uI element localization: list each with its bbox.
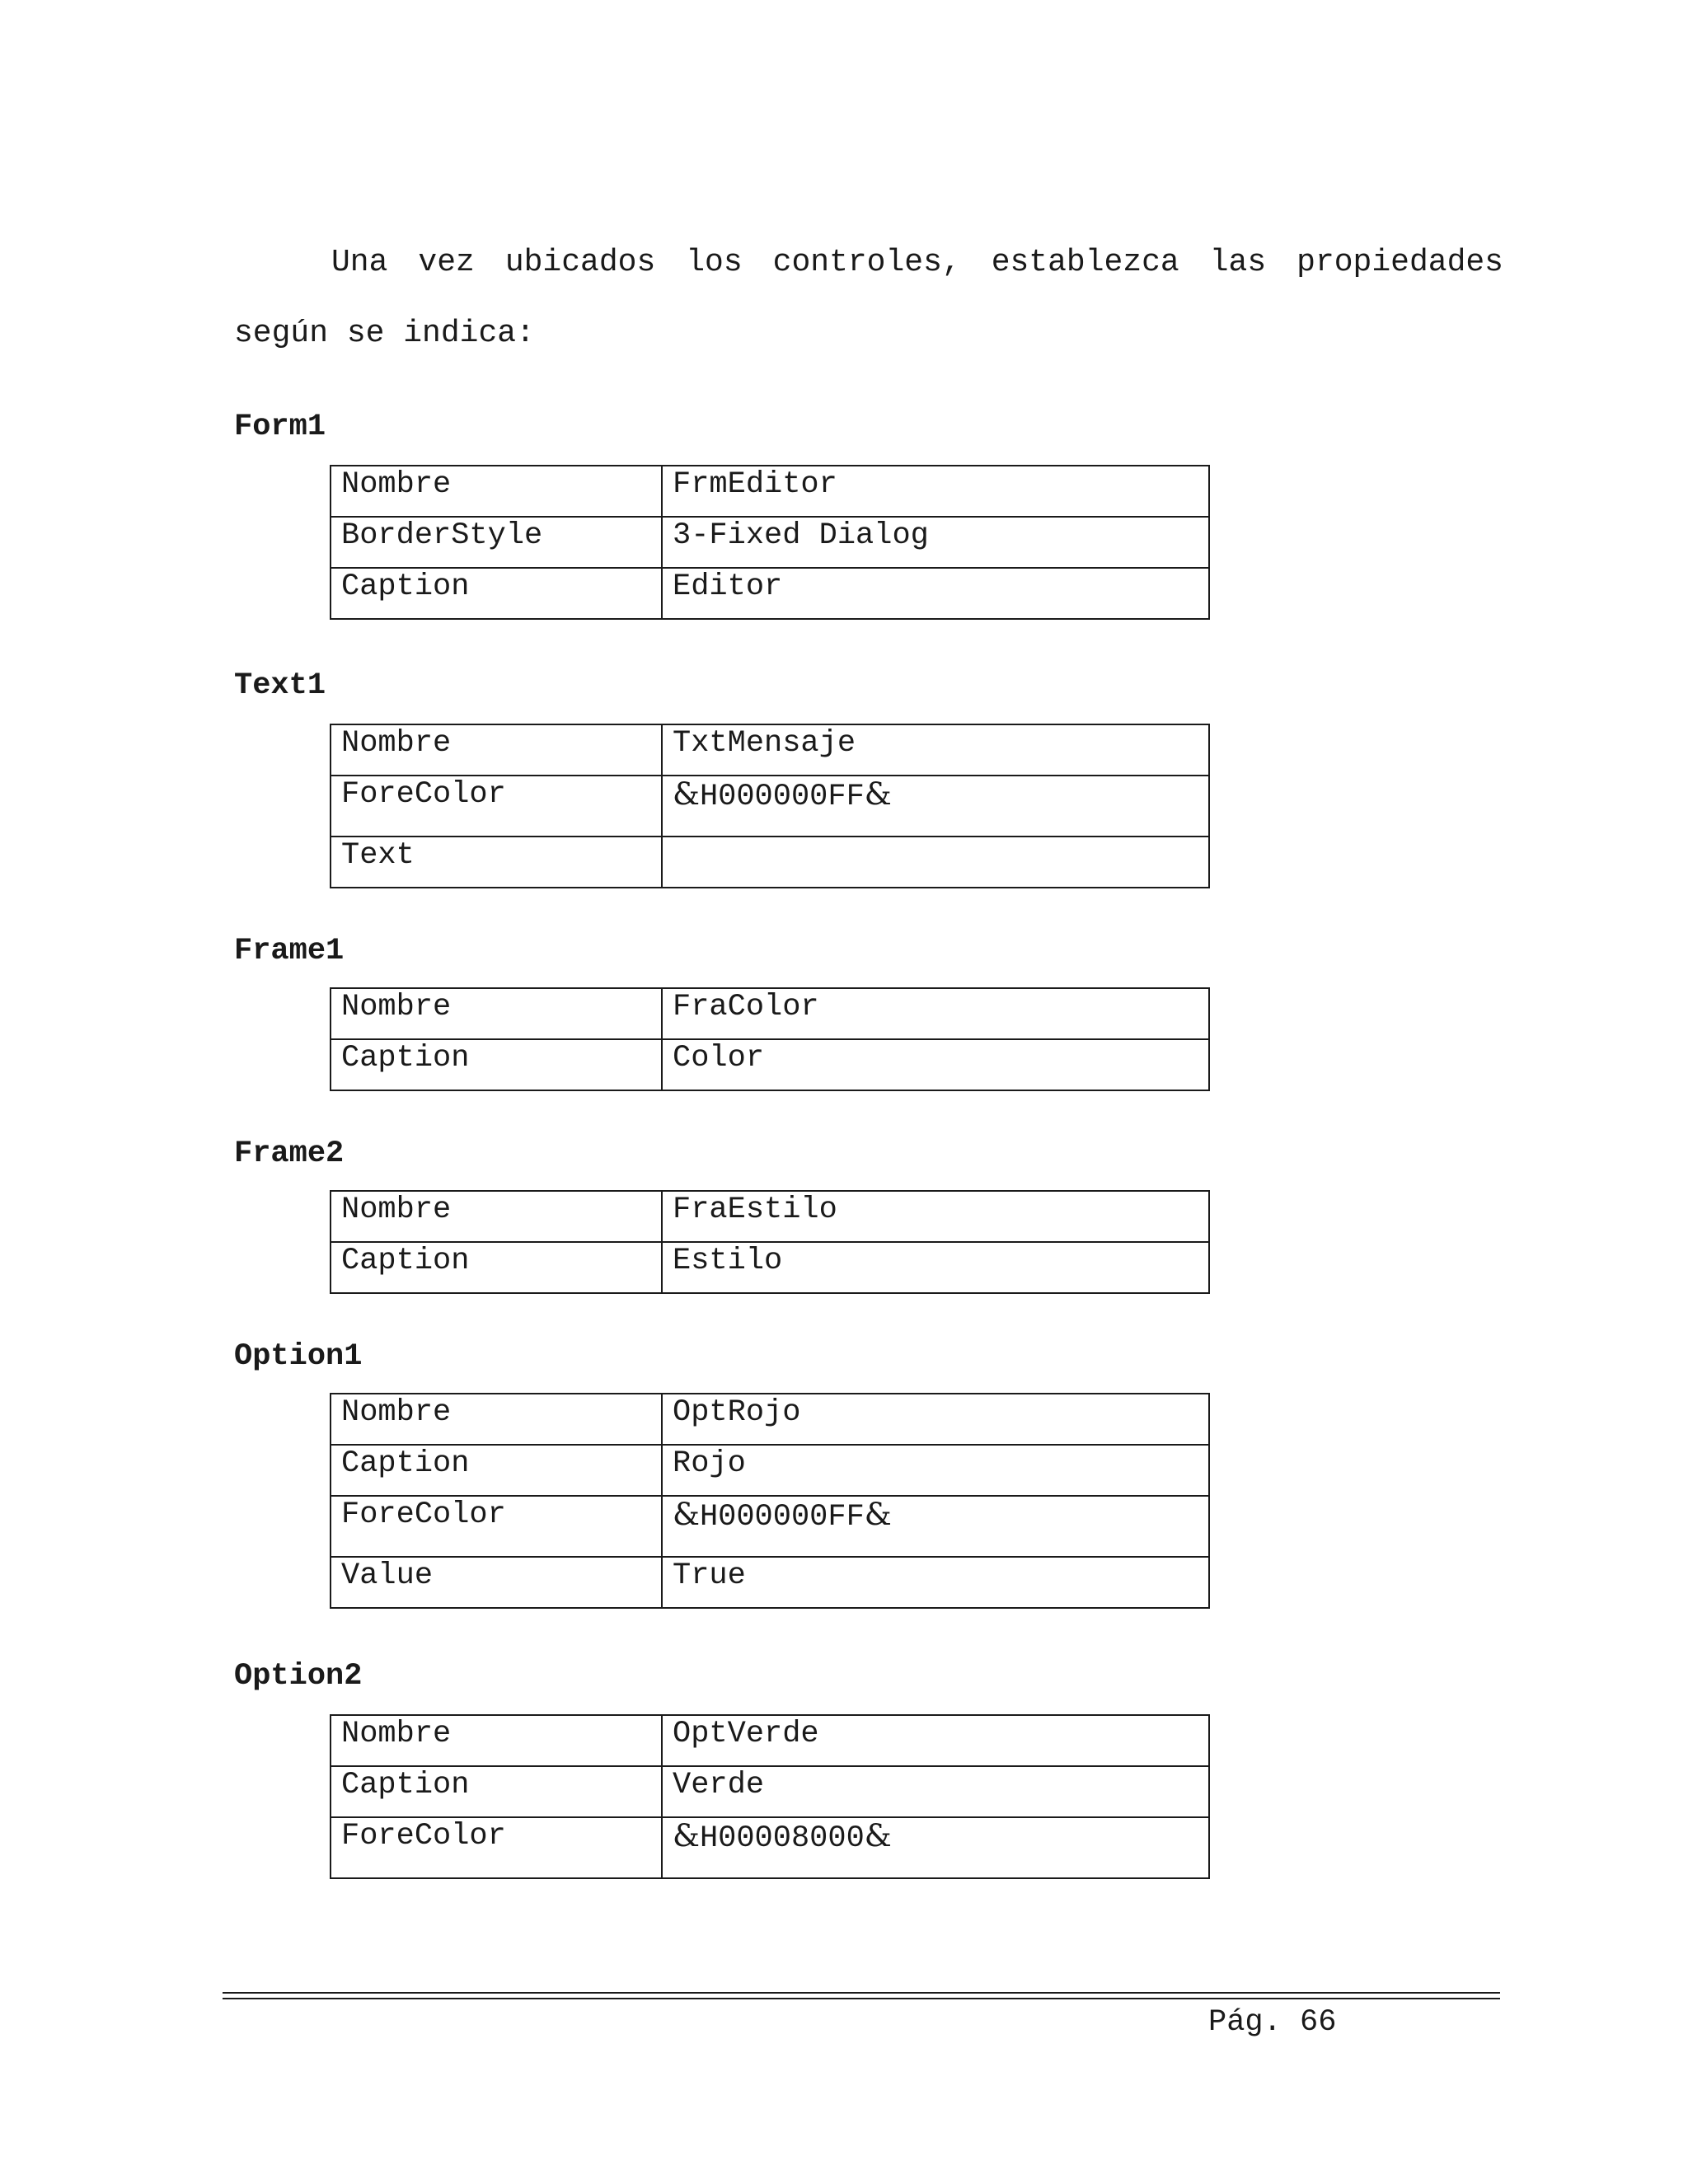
property-name: ForeColor	[331, 1496, 662, 1557]
property-value: OptVerde	[662, 1715, 1209, 1766]
property-value: &H000000FF&	[662, 1496, 1209, 1557]
table-row	[331, 1191, 1209, 1242]
table-row	[331, 1039, 1209, 1090]
table-row	[331, 1496, 1209, 1557]
properties-table-option2	[330, 1714, 1210, 1879]
page-number: Pág. 66	[1208, 2005, 1337, 2040]
table-row	[331, 1817, 1209, 1878]
table-row	[331, 776, 1209, 837]
property-name: ForeColor	[331, 776, 662, 837]
table-row	[331, 1242, 1209, 1293]
property-value: FraEstilo	[662, 1191, 1209, 1242]
property-value: Estilo	[662, 1242, 1209, 1293]
property-value: Rojo	[662, 1445, 1209, 1496]
table-row	[331, 837, 1209, 888]
property-value	[662, 837, 1209, 888]
properties-table-frame2	[330, 1190, 1210, 1294]
property-name: BorderStyle	[331, 517, 662, 568]
property-name: Caption	[331, 568, 662, 619]
property-name: Nombre	[331, 1715, 662, 1766]
property-value: &H00008000&	[662, 1817, 1209, 1878]
properties-table-frame1	[330, 987, 1210, 1091]
property-value: Editor	[662, 568, 1209, 619]
property-name: Nombre	[331, 1191, 662, 1242]
table-row	[331, 1715, 1209, 1766]
property-name: Caption	[331, 1445, 662, 1496]
table-row	[331, 466, 1209, 517]
table-row	[331, 568, 1209, 619]
property-name: Nombre	[331, 988, 662, 1039]
section-title-text1: Text1	[234, 668, 326, 703]
property-name: Caption	[331, 1242, 662, 1293]
property-name: Nombre	[331, 724, 662, 776]
property-name: Nombre	[331, 1394, 662, 1445]
section-title-frame1: Frame1	[234, 934, 345, 968]
property-value: FraColor	[662, 988, 1209, 1039]
section-title-form1: Form1	[234, 410, 326, 444]
property-name: ForeColor	[331, 1817, 662, 1878]
table-row	[331, 1557, 1209, 1608]
properties-table-form1	[330, 465, 1210, 620]
property-value: Color	[662, 1039, 1209, 1090]
property-name: Nombre	[331, 466, 662, 517]
table-row	[331, 1445, 1209, 1496]
table-row	[331, 988, 1209, 1039]
property-value: FrmEditor	[662, 466, 1209, 517]
table-row	[331, 1766, 1209, 1817]
table-row	[331, 1394, 1209, 1445]
property-name: Text	[331, 837, 662, 888]
intro-paragraph: Una vez ubicados los controles, establezca las propiedades según se indica:	[234, 245, 1503, 351]
property-name: Value	[331, 1557, 662, 1608]
property-value: OptRojo	[662, 1394, 1209, 1445]
property-name: Caption	[331, 1039, 662, 1090]
properties-table-text1	[330, 724, 1210, 888]
property-value: Verde	[662, 1766, 1209, 1817]
properties-table-option1	[330, 1393, 1210, 1609]
property-value: 3-Fixed Dialog	[662, 517, 1209, 568]
property-value: TxtMensaje	[662, 724, 1209, 776]
table-row	[331, 724, 1209, 776]
section-title-frame2: Frame2	[234, 1137, 345, 1171]
property-name: Caption	[331, 1766, 662, 1817]
table-row	[331, 517, 1209, 568]
property-value: &H000000FF&	[662, 776, 1209, 837]
section-title-option2: Option2	[234, 1659, 363, 1694]
property-value: True	[662, 1557, 1209, 1608]
section-title-option1: Option1	[234, 1339, 363, 1374]
footer-rule-double	[223, 1998, 1500, 1999]
footer-rule	[223, 1992, 1500, 1994]
